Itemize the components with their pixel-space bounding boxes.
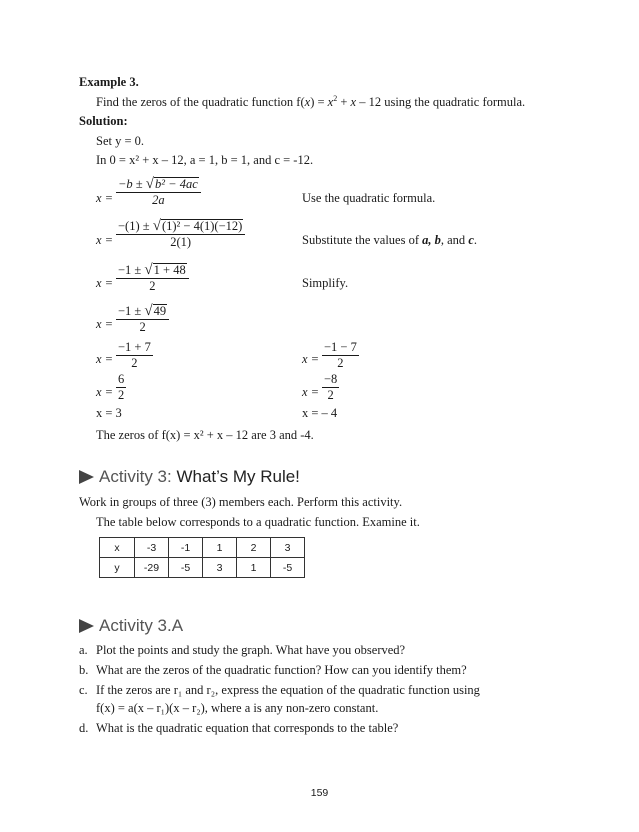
table-cell-x-label: x bbox=[100, 538, 135, 558]
arrow-right-icon bbox=[79, 470, 94, 484]
step4-fraction: $\frac{-1 \pm √49}{2}$ bbox=[116, 304, 169, 335]
step3-note: Simplify. bbox=[302, 276, 349, 290]
step4-lhs: x = bbox=[96, 317, 114, 331]
step6a-lhs: x = bbox=[96, 385, 114, 399]
list-item: a. Plot the points and study the graph. What have you observed? bbox=[79, 643, 406, 657]
solution-line-2: In 0 = x² + x – 12, a = 1, b = 1, and c = -12. bbox=[96, 153, 314, 167]
list-item-continuation: f(x) = a(x – r₁)(x – r₂), where a is any non-zero constant. bbox=[96, 701, 379, 715]
step2-note: Substitute the values of a, b, and c. bbox=[302, 233, 477, 247]
table-cell: -29 bbox=[135, 558, 169, 578]
step5a-lhs: x = bbox=[96, 352, 114, 366]
step1-lhs: x = bbox=[96, 191, 114, 205]
step3-fraction: $\frac{-1 \pm √1 + 48}{2}$ bbox=[116, 263, 189, 294]
activity3a-list bbox=[79, 641, 480, 737]
example-heading: Example 3. bbox=[79, 75, 139, 89]
step7a-result: x = 3 bbox=[96, 406, 122, 420]
arrow-right-icon bbox=[79, 619, 94, 633]
table-cell: 2 bbox=[237, 538, 271, 558]
activity3-instruction-2: The table below corresponds to a quadratic function. Examine it. bbox=[96, 515, 420, 529]
step5a-fraction: $\frac{-1 + 7}{2}$ bbox=[118, 340, 151, 370]
step3-lhs: x = bbox=[96, 276, 114, 290]
activity3a-title: Activity 3.A bbox=[79, 616, 183, 636]
step2-fraction: $\frac{\text{−(1) ± √(1)² − 4(1)(−12)}}{2(1)}$ bbox=[116, 219, 245, 250]
list-item: b. What are the zeros of the quadratic function? How can you identify them? bbox=[79, 663, 467, 677]
list-item: d. What is the quadratic equation that corresponds to the table? bbox=[79, 721, 399, 735]
activity3-instruction-1: Work in groups of three (3) members each. Perform this activity. bbox=[79, 495, 403, 509]
table-cell: 3 bbox=[203, 558, 237, 578]
table-cell: 1 bbox=[237, 558, 271, 578]
table-cell-y-label: y bbox=[100, 558, 135, 578]
step6b-fraction: $\frac{-8}{2}$ bbox=[324, 372, 338, 402]
table-cell: -3 bbox=[135, 538, 169, 558]
list-item: c. If the zeros are r₁ and r₂, express the equation of the quadratic function using bbox=[79, 683, 480, 697]
step1-note: Use the quadratic formula. bbox=[302, 191, 436, 205]
example-prompt: Find the zeros of the quadratic function $f(x) = x^2 + x - 12$ using the quadratic formula. bbox=[96, 94, 526, 110]
table-cell: -5 bbox=[271, 558, 305, 578]
values-table bbox=[99, 537, 305, 578]
table-cell: -5 bbox=[169, 558, 203, 578]
table-row-y bbox=[100, 558, 305, 578]
solution-heading: Solution: bbox=[79, 114, 128, 128]
solution-line-1: Set y = 0. bbox=[96, 134, 145, 148]
step5b-fraction: $\frac{-1 - 7}{2}$ bbox=[324, 340, 357, 370]
step5b-lhs: x = bbox=[302, 352, 320, 366]
step1-fraction: $\frac{\text{−b ± √b² − 4ac}}{2a}$ bbox=[116, 177, 201, 208]
step2-lhs: x = bbox=[96, 233, 114, 247]
activity3-title: Activity 3: What’s My Rule! bbox=[79, 467, 300, 487]
step6b-lhs: x = bbox=[302, 385, 320, 399]
step7b-result: x = – 4 bbox=[302, 406, 338, 420]
step6a-fraction: $\frac{6}{2}$ bbox=[118, 372, 125, 402]
conclusion: The zeros of f(x) = x² + x – 12 are 3 and -4. bbox=[96, 428, 314, 442]
table-cell: 1 bbox=[203, 538, 237, 558]
table-row-x bbox=[100, 538, 305, 558]
page-number: 159 bbox=[310, 787, 329, 799]
table-cell: -1 bbox=[169, 538, 203, 558]
table-cell: 3 bbox=[271, 538, 305, 558]
